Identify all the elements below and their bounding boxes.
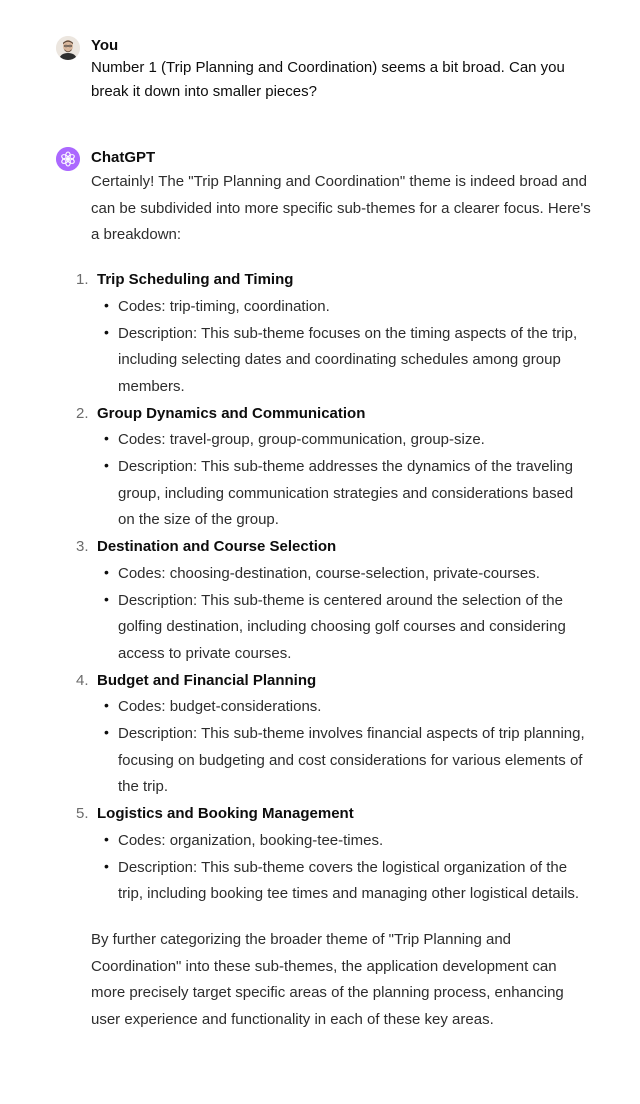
codes-text: Codes: budget-considerations.: [118, 698, 322, 716]
list-item: [76, 668, 591, 802]
list-number: 1.: [76, 271, 89, 289]
codes-text: Codes: organization, booking-tee-times.: [118, 831, 384, 849]
codes-text: Codes: choosing-destination, course-selection, private-courses.: [118, 564, 540, 582]
bullet-icon: •: [104, 590, 109, 607]
bullet-icon: •: [104, 563, 109, 580]
theme-title: Budget and Financial Planning: [97, 671, 317, 689]
list-item: [76, 401, 591, 535]
description-text: Description: This sub-theme addresses the dynamics of the traveling group, including communication strategies and considerations based on the size of the group.: [118, 458, 574, 529]
sub-list-item: [104, 828, 591, 855]
assistant-message: [0, 146, 640, 1076]
sub-list: [97, 561, 591, 668]
list-item: [76, 534, 591, 668]
bullet-icon: •: [104, 724, 109, 741]
sub-list-item: [104, 855, 591, 908]
theme-title: Trip Scheduling and Timing: [97, 271, 294, 289]
list-number: 5.: [76, 805, 89, 823]
codes-text: Codes: travel-group, group-communication, group-size.: [118, 431, 485, 449]
bullet-icon: •: [104, 323, 109, 340]
description-text: Description: This sub-theme involves financial aspects of trip planning, focusing on budgeting and cost considerations for various elements of the trip.: [118, 725, 585, 796]
bullet-icon: •: [104, 430, 109, 447]
sub-list-item: [104, 321, 591, 401]
bullet-icon: •: [104, 857, 109, 874]
sub-list-item: [104, 454, 591, 534]
bullet-icon: •: [104, 830, 109, 847]
description-text: Description: This sub-theme is centered around the selection of the golfing destination, including choosing golf courses and considering access to private courses.: [118, 591, 566, 662]
user-message-text: Number 1 (Trip Planning and Coordination) seems a bit broad. Can you break it down into smaller pieces?: [91, 59, 565, 100]
description-text: Description: This sub-theme covers the logistical organization of the trip, including booking tee times and managing other logistical details.: [118, 858, 580, 903]
sub-list: [97, 694, 591, 801]
assistant-intro: Certainly! The "Trip Planning and Coordination" theme is indeed broad and can be subdivided into more specific sub-themes for a clearer focus. Here's a breakdown:: [91, 173, 591, 244]
list-number: 4.: [76, 671, 89, 689]
list-number: 2.: [76, 404, 89, 422]
sub-list-item: [104, 721, 591, 801]
user-author-name: You: [91, 37, 119, 54]
assistant-closing: By further categorizing the broader theme of "Trip Planning and Coordination" into these sub-themes, the application development can more precisely target specific areas of the planning process, enhancing user experience and functionality in each of these key areas.: [91, 930, 564, 1029]
list-number: 3.: [76, 538, 89, 556]
openai-logo-icon: [56, 147, 80, 171]
bullet-icon: •: [104, 457, 109, 474]
sub-list-item: [104, 694, 591, 721]
assistant-author-name: ChatGPT: [91, 149, 156, 166]
sub-list-item: [104, 427, 591, 454]
theme-title: Logistics and Booking Management: [97, 805, 354, 823]
user-message: [0, 34, 640, 114]
theme-title: Destination and Course Selection: [97, 538, 337, 556]
theme-list: [76, 267, 591, 908]
sub-list: [97, 427, 591, 534]
list-item: [76, 801, 591, 908]
sub-list-item: [104, 561, 591, 588]
description-text: Description: This sub-theme focuses on the timing aspects of the trip, including selecting dates and coordinating schedules among group members.: [118, 324, 578, 395]
bullet-icon: •: [104, 296, 109, 313]
theme-title: Group Dynamics and Communication: [97, 404, 366, 422]
list-item: [76, 267, 591, 401]
sub-list-item: [104, 294, 591, 321]
bullet-icon: •: [104, 697, 109, 714]
assistant-message-body: [76, 169, 591, 1034]
sub-list-item: [104, 588, 591, 668]
codes-text: Codes: trip-timing, coordination.: [118, 297, 330, 315]
sub-list: [97, 828, 591, 908]
user-avatar-icon: [56, 36, 80, 60]
sub-list: [97, 294, 591, 401]
